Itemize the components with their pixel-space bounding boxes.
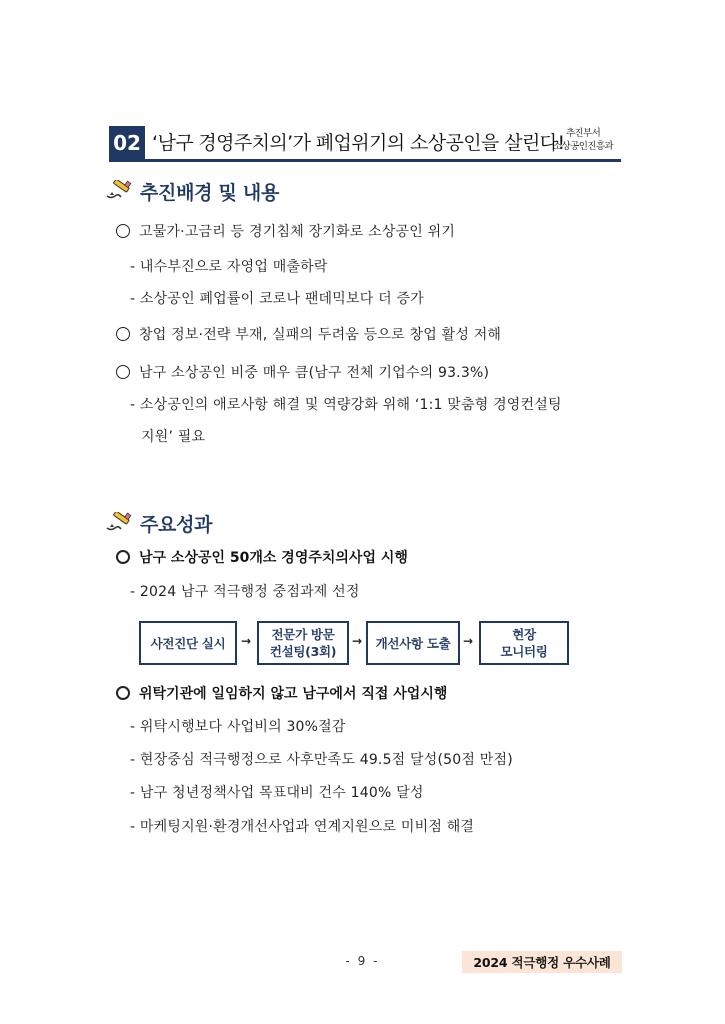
title-underline xyxy=(109,159,621,162)
list-item: 남구 소상공인 50개소 경영주치의사업 시행 xyxy=(116,547,408,567)
pencil-writing-icon xyxy=(105,180,133,202)
process-step: 개선사항 도출 xyxy=(366,621,460,665)
list-item: 창업 정보·전략 부재, 실패의 두려움 등으로 창업 활성 저해 xyxy=(116,324,501,344)
process-step: 전문가 방문 컨설팅(3회) xyxy=(257,621,349,665)
list-item: - 2024 남구 적극행정 중점과제 선정 xyxy=(130,584,360,600)
list-item: - 남구 청년정책사업 목표대비 건수 140% 달성 xyxy=(130,785,424,801)
department-label-line2: 소상공인진흥과 xyxy=(552,141,614,152)
page-number: - 9 - xyxy=(345,954,380,968)
list-item: 위탁기관에 일임하지 않고 남구에서 직접 사업시행 xyxy=(116,683,447,703)
list-item: 남구 소상공인 비중 매우 큼(남구 전체 기업수의 93.3%) xyxy=(116,362,489,382)
list-item: 고물가·고금리 등 경기침체 장기화로 소상공인 위기 xyxy=(116,221,455,241)
circle-bullet-icon xyxy=(116,327,130,341)
arrow-right-icon: → xyxy=(352,634,363,648)
circle-bullet-icon xyxy=(116,686,130,700)
circle-bullet-icon xyxy=(116,365,130,379)
arrow-right-icon: → xyxy=(241,634,252,648)
process-step: 사전진단 실시 xyxy=(139,621,237,665)
section-heading-results: 주요성과 xyxy=(140,514,213,536)
list-item: - 내수부진으로 자영업 매출하락 xyxy=(130,259,328,275)
process-step: 현장 모니터링 xyxy=(479,621,569,665)
circle-bullet-icon xyxy=(116,550,130,564)
section-number: 02 xyxy=(109,126,145,159)
list-item-continuation: 지원’ 필요 xyxy=(141,429,206,445)
department-label-line1: 추진부서 xyxy=(565,128,601,139)
list-item: - 위탁시행보다 사업비의 30%절감 xyxy=(130,719,346,735)
circle-bullet-icon xyxy=(116,224,130,238)
pencil-writing-icon xyxy=(105,512,133,534)
list-item: - 소상공인 폐업률이 코로나 팬데믹보다 더 증가 xyxy=(130,291,424,307)
list-item: - 현장중심 적극행정으로 사후만족도 49.5점 달성(50점 만점) xyxy=(130,752,513,768)
arrow-right-icon: → xyxy=(463,634,474,648)
footer-badge: 2024 적극행정 우수사례 xyxy=(462,951,622,973)
section-heading-background: 추진배경 및 내용 xyxy=(140,182,280,204)
department-label xyxy=(546,127,620,153)
list-item: - 소상공인의 애로사항 해결 및 역량강화 위해 ‘1:1 맞춤형 경영컨설팅 xyxy=(130,397,562,413)
page-title: ‘남구 경영주치의’가 폐업위기의 소상공인을 살린다! xyxy=(152,132,565,154)
list-item: - 마케팅지원·환경개선사업과 연계지원으로 미비점 해결 xyxy=(130,819,475,835)
